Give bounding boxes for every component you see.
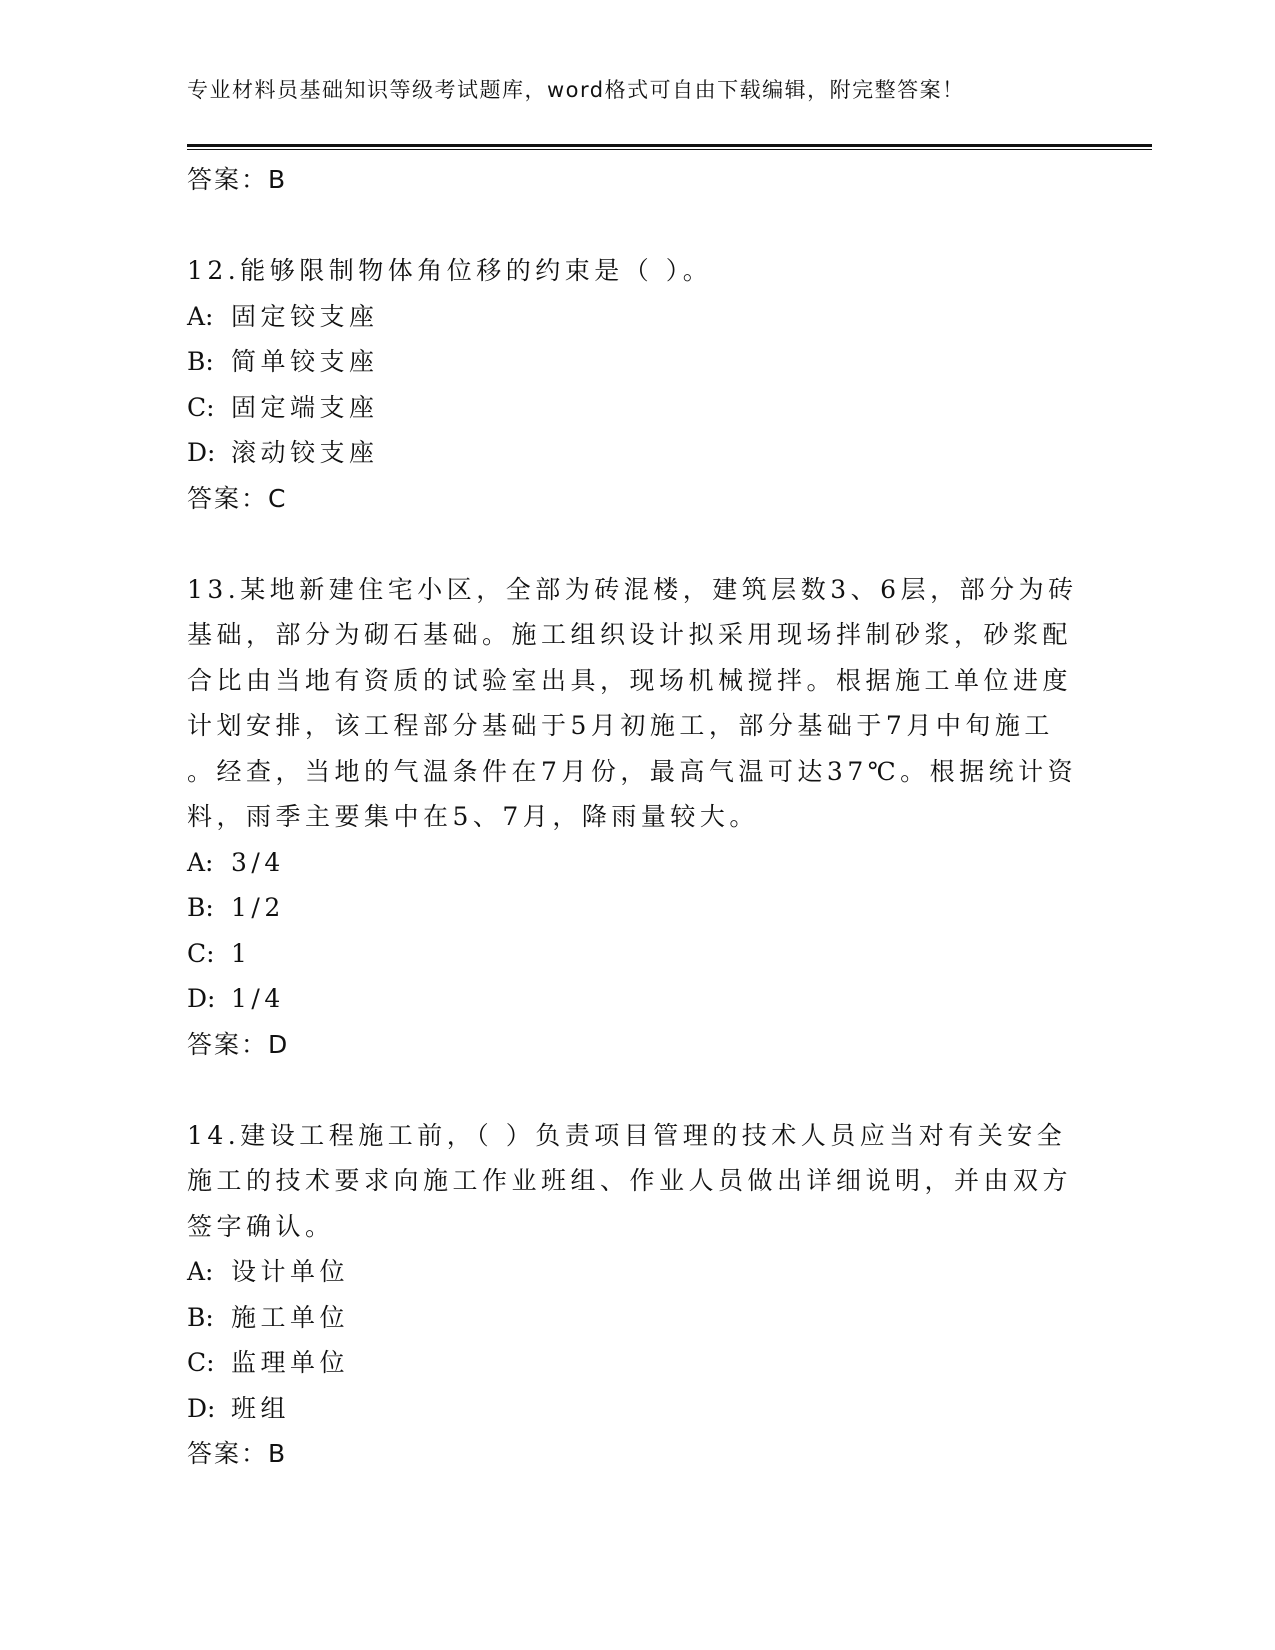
question-13 bbox=[187, 567, 1078, 1068]
question-list bbox=[187, 157, 1078, 1477]
option-key: A: bbox=[187, 301, 214, 331]
option-text: 滚动铰支座 bbox=[231, 438, 379, 467]
option-c bbox=[187, 1340, 1067, 1386]
question-stem-line: 14.建设工程施工前，（ ）负责项目管理的技术人员应当对有关安全 bbox=[187, 1120, 1067, 1150]
page-header: 专业材料员基础知识等级考试题库，word格式可自由下载编辑，附完整答案！ bbox=[187, 78, 965, 102]
option-b bbox=[187, 339, 1067, 385]
option-text: 1/2 bbox=[231, 893, 285, 922]
question-stem-line: 。经查，当地的气温条件在7月份，最高气温可达37℃。根据统计资 bbox=[187, 756, 1078, 786]
option-text: 班组 bbox=[231, 1393, 291, 1423]
option-text: 设计单位 bbox=[231, 1257, 350, 1286]
header-rule-thin bbox=[187, 149, 1152, 150]
option-key: D: bbox=[187, 438, 216, 467]
option-a bbox=[187, 840, 1067, 886]
option-d bbox=[187, 1386, 1067, 1432]
option-b bbox=[187, 885, 1067, 931]
answer: 答案：D bbox=[187, 1029, 290, 1059]
option-d bbox=[187, 430, 1067, 476]
option-text: 1 bbox=[231, 938, 252, 968]
answer: 答案：C bbox=[187, 483, 288, 513]
option-key: A: bbox=[187, 1257, 214, 1286]
option-key: B: bbox=[187, 1302, 214, 1332]
option-key: C: bbox=[187, 1348, 215, 1377]
option-d bbox=[187, 976, 1067, 1022]
option-b bbox=[187, 1295, 1067, 1341]
spacer bbox=[187, 1067, 1067, 1113]
option-a bbox=[187, 1249, 1067, 1295]
spacer bbox=[187, 203, 1067, 249]
option-key: D: bbox=[187, 1393, 216, 1423]
option-key: B: bbox=[187, 893, 214, 922]
option-key: B: bbox=[187, 347, 214, 376]
option-text: 简单铰支座 bbox=[231, 347, 379, 376]
option-key: D: bbox=[187, 984, 216, 1013]
question-stem-line: 签字确认。 bbox=[187, 1211, 335, 1241]
option-c bbox=[187, 931, 1067, 977]
question-stem-line: 合比由当地有资质的试验室出具，现场机械搅拌。根据施工单位进度 bbox=[187, 665, 1073, 695]
question-14 bbox=[187, 1113, 1073, 1477]
question-12 bbox=[187, 248, 1067, 521]
previous-answer: 答案：B bbox=[187, 165, 288, 194]
question-stem-line: 基础，部分为砌石基础。施工组织设计拟采用现场拌制砂浆，砂浆配 bbox=[187, 620, 1073, 649]
option-text: 1/4 bbox=[231, 984, 285, 1013]
option-a bbox=[187, 294, 1067, 340]
spacer bbox=[187, 521, 1067, 567]
option-c bbox=[187, 385, 1067, 431]
option-text: 3/4 bbox=[231, 847, 285, 877]
question-stem-line: 计划安排，该工程部分基础于5月初施工，部分基础于7月中旬施工 bbox=[187, 711, 1054, 740]
answer: 答案：B bbox=[187, 1439, 288, 1468]
option-key: A: bbox=[187, 847, 214, 877]
header-rule-thick bbox=[187, 144, 1152, 147]
question-stem-line: 施工的技术要求向施工作业班组、作业人员做出详细说明，并由双方 bbox=[187, 1166, 1073, 1195]
question-stem-line: 13.某地新建住宅小区，全部为砖混楼，建筑层数3、6层，部分为砖 bbox=[187, 574, 1078, 604]
option-text: 固定端支座 bbox=[231, 392, 379, 422]
option-text: 固定铰支座 bbox=[231, 301, 379, 331]
option-key: C: bbox=[187, 392, 215, 422]
option-text: 监理单位 bbox=[231, 1348, 350, 1377]
question-stem-line: 12.能够限制物体角位移的约束是（ ）。 bbox=[187, 256, 713, 285]
option-text: 施工单位 bbox=[231, 1302, 350, 1332]
option-key: C: bbox=[187, 938, 215, 968]
question-stem-line: 料，雨季主要集中在5、7月，降雨量较大。 bbox=[187, 802, 759, 831]
